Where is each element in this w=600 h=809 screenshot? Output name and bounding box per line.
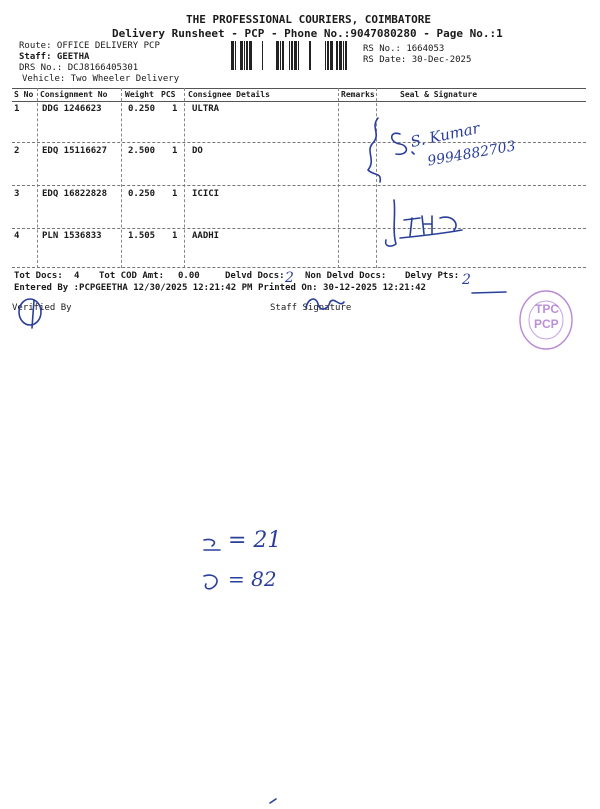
col-divider [37, 88, 38, 268]
barcode-bar [231, 41, 234, 70]
row-weight: 1.505 [128, 231, 156, 241]
route-field: Route: OFFICE DELIVERY PCP [19, 41, 160, 51]
rs-date: RS Date: 30-Dec-2025 [363, 55, 472, 65]
row-sno: 3 [14, 189, 20, 199]
cod-value: 0.00 [178, 271, 200, 281]
barcode-bar [325, 41, 326, 70]
row-consignment: DDG 1246623 [42, 104, 102, 114]
delvd-docs-label: Delvd Docs: [225, 271, 285, 281]
runsheet-subtitle: Delivery Runsheet - PCP - Phone No.:9047080280 - Page No.:1 [112, 27, 503, 40]
barcode-bar [291, 41, 293, 70]
barcode-bar [298, 41, 299, 70]
printed-on: Printed On: 30-12-2025 12:21:42 [258, 283, 426, 293]
row-consignee: ICICI [192, 189, 220, 199]
barcode-bar [339, 41, 342, 70]
row-consignment: PLN 1536833 [42, 231, 102, 241]
col-seal: Seal & Signature [400, 90, 478, 99]
col-divider [338, 88, 339, 268]
row-weight: 2.500 [128, 146, 156, 156]
barcode-bar [282, 41, 284, 70]
col-divider [184, 88, 185, 268]
row-pcs: 1 [172, 189, 178, 199]
barcode-bar [249, 41, 252, 70]
stamp-text-mid: PCP [534, 317, 559, 331]
signature-name: S. Kumar [408, 118, 482, 152]
barcode-bar [309, 41, 311, 70]
col-weight: Weight [125, 90, 154, 99]
barcode-bar [262, 41, 263, 70]
row-pcs: 1 [172, 146, 178, 156]
row-pcs: 1 [172, 231, 178, 241]
col-consignment: Consignment No [40, 90, 108, 99]
staff-field: Staff: GEETHA [19, 52, 90, 62]
barcode-bar [246, 41, 248, 70]
non-delvd-docs-label: Non Delvd Docs: [305, 271, 387, 281]
row-consignment: EDQ 16822828 [42, 189, 108, 199]
row-rule [12, 228, 586, 229]
row-weight: 0.250 [128, 104, 156, 114]
barcode-bar [345, 41, 347, 70]
tot-docs-value: 4 [74, 271, 80, 281]
barcode-bar [289, 41, 290, 70]
signature-phone: 9994882703 [426, 138, 517, 170]
delvy-pts-label: Delvy Pts: [405, 271, 460, 281]
verified-scribble [14, 296, 54, 336]
verified-by-label: Verified By [12, 303, 72, 313]
row-sno: 2 [14, 146, 20, 156]
barcode-bar [240, 41, 243, 70]
barcode-bar [280, 41, 281, 70]
col-remarks: Remarks [341, 90, 375, 99]
cod-label: Tot COD Amt: [99, 271, 165, 281]
table-header-rule [12, 101, 586, 102]
col-sno: S No [14, 90, 34, 99]
col-pcs: PCS [161, 90, 176, 99]
signature-scribble [380, 194, 480, 258]
note-line-1: = 21 [228, 528, 282, 553]
note-line-2-mark [200, 570, 226, 598]
barcode-bar [330, 41, 333, 70]
row-sno: 4 [14, 231, 20, 241]
col-consignee: Consignee Details [188, 90, 270, 99]
delvd-docs-handwritten: 2 [285, 270, 294, 286]
staff-signature-scribble [300, 292, 360, 320]
row-pcs: 1 [172, 104, 178, 114]
staff-signature-label: Staff Signature [270, 303, 352, 313]
barcode-image [231, 41, 357, 70]
table-top-rule [12, 88, 586, 89]
drs-number: DRS No.: DCJ8166405301 [19, 63, 139, 73]
company-stamp [517, 288, 575, 352]
row-consignment: EDQ 15116627 [42, 146, 108, 156]
row-rule [12, 267, 586, 268]
barcode-bar [336, 41, 338, 70]
entered-by: Entered By :PCPGEETHA 12/30/2025 12:21:42 PM [14, 283, 253, 293]
barcode-bar [343, 41, 344, 70]
row-weight: 0.250 [128, 189, 156, 199]
row-consignee: AADHI [192, 231, 220, 241]
delvy-pts-handwritten: 2 [462, 272, 471, 288]
note-line-1-mark [200, 536, 224, 560]
row-consignee: DO [192, 146, 203, 156]
note-line-2: = 82 [228, 567, 277, 591]
tot-docs-label: Tot Docs: [14, 271, 63, 281]
barcode-bar [244, 41, 245, 70]
barcode-bar [327, 41, 329, 70]
stamp-text-top: TPC [535, 302, 559, 316]
company-title: THE PROFESSIONAL COURIERS, COIMBATORE [186, 13, 432, 26]
vehicle-field: Vehicle: Two Wheeler Delivery [22, 74, 180, 84]
col-divider [121, 88, 122, 268]
rs-number: RS No.: 1664053 [363, 44, 445, 54]
barcode-bar [294, 41, 297, 70]
row-sno: 1 [14, 104, 20, 114]
delvy-pts-dash [470, 282, 510, 301]
row-consignee: ULTRA [192, 104, 220, 114]
barcode-bar [276, 41, 279, 70]
barcode-bar [235, 41, 236, 70]
